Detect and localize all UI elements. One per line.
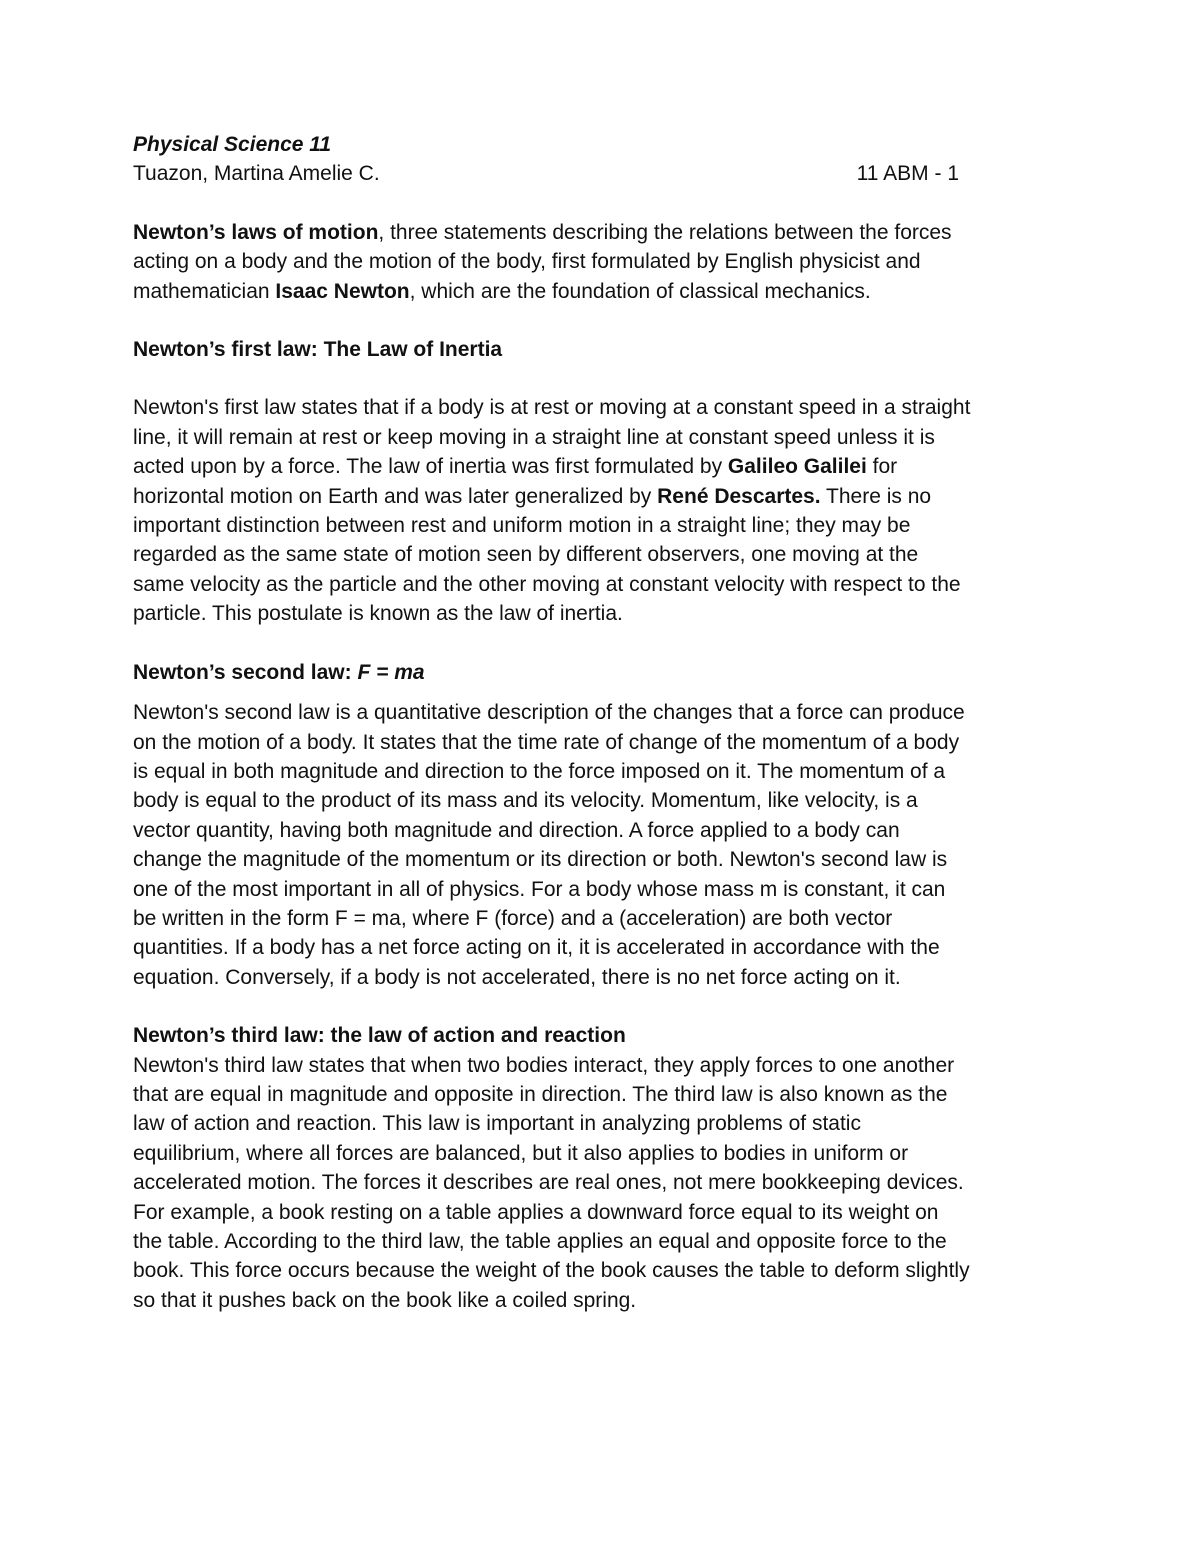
- second-law-formula: F = ma: [357, 660, 425, 684]
- intro-term: Newton’s laws of motion: [133, 220, 379, 244]
- class-section: 11 ABM - 1: [856, 162, 959, 186]
- course-title: Physical Science 11: [133, 133, 332, 156]
- intro-person: Isaac Newton: [275, 279, 410, 303]
- document-page: [133, 130, 973, 1315]
- first-law-text-3: There is no important distinction between rest and uniform motion in a straight line; they may be regarded as the same state of motion seen by different observers, one moving at the same velocity as the particle and the other moving at constant velocity with respect to the particle. This postulate is known as the law of inertia.: [133, 484, 961, 626]
- third-law-heading: Newton’s third law: the law of action and reaction: [133, 1024, 626, 1048]
- student-name: Tuazon, Martina Amelie C.: [133, 162, 380, 186]
- first-law-person-1: Galileo Galilei: [727, 455, 867, 479]
- first-law-text-1: Newton's first law states that if a body is at rest or moving at a constant speed in a straight line, it will remain at rest or keep moving in a straight line at constant speed unless it is acted upon by a force. The law of inertia was first formulated by: [133, 396, 971, 479]
- first-law-person-2: René Descartes.: [657, 484, 821, 508]
- third-law-paragraph: Newton's third law states that when two bodies interact, they apply forces to one another that are equal in magnitude and opposite in direction. The third law is also known as the law of action and reaction. This law is important in analyzing problems of static equilibrium, where all forces are balanced, but it also applies to bodies in uniform or accelerated motion. The forces it describes are real ones, not mere bookkeeping devices. For example, a book resting on a table applies a downward force equal to its weight on the table. According to the third law, the table applies an equal and opposite force to the book. This force occurs because the weight of the book causes the table to deform slightly so that it pushes back on the book like a coiled spring.: [133, 1053, 970, 1312]
- first-law-paragraph: [133, 393, 973, 628]
- intro-text-1: , three statements describing the relations between the forces acting on a body and the motion of the body, first formulated by English physicist and mathematician: [133, 220, 952, 303]
- intro-text-2: , which are the foundation of classical mechanics.: [409, 279, 871, 303]
- first-law-text-2: for horizontal motion on Earth and was later generalized by: [133, 455, 898, 508]
- second-law-paragraph: Newton's second law is a quantitative description of the changes that a force can produce on the motion of a body. It states that the time rate of change of the momentum of a body is equal in both magnitude and direction to the force imposed on it. The momentum of a body is equal to the product of its mass and its velocity. Momentum, like velocity, is a vector quantity, having both magnitude and direction. A force applied to a body can change the magnitude of the momentum or its direction or both. Newton's second law is one of the most important in all of physics. For a body whose mass m is constant, it can be written in the form F = ma, where F (force) and a (acceleration) are both vector quantities. If a body has a net force acting on it, it is accelerated in accordance with the equation. Conversely, if a body is not accelerated, there is no net force acting on it.: [133, 701, 965, 989]
- intro-paragraph: [133, 218, 973, 306]
- first-law-heading: Newton’s first law: The Law of Inertia: [133, 338, 503, 362]
- second-law-heading: [133, 658, 973, 687]
- student-info-row: [133, 159, 959, 188]
- second-law-heading-text: Newton’s second law:: [133, 660, 358, 684]
